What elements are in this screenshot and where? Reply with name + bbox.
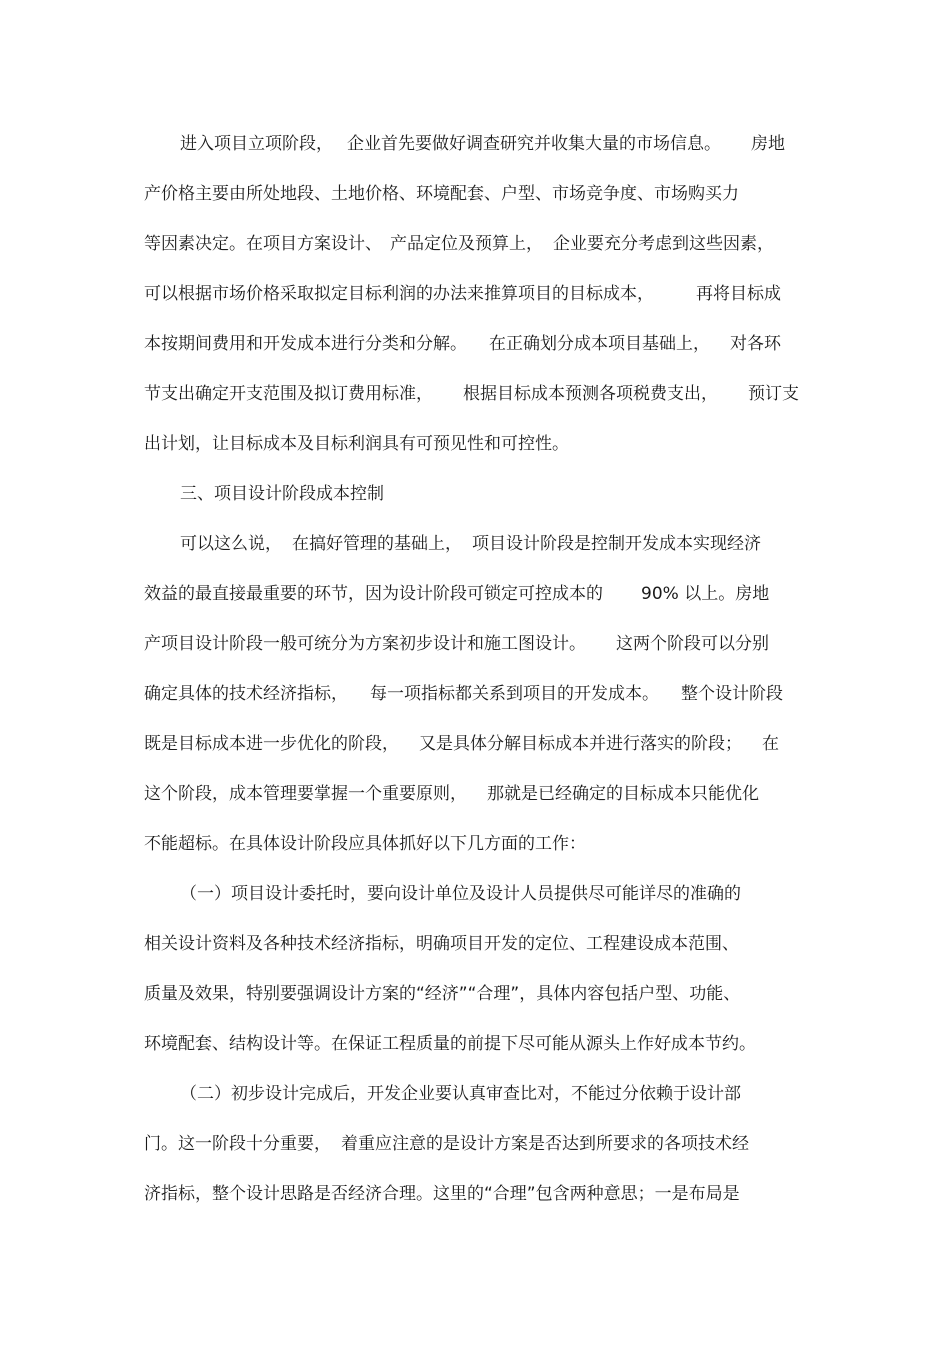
text-line: （二）初步设计完成后，开发企业要认真审查比对，不能过分依赖于设计部 (180, 1084, 741, 1104)
text-line: 本按期间费用和开发成本进行分类和分解。 在正确划分成本项目基础上， 对各环 (144, 334, 781, 354)
text-line: 门。这一阶段十分重要， 着重应注意的是设计方案是否达到所要求的各项技术经 (144, 1134, 749, 1154)
text-line: 环境配套、结构设计等。在保证工程质量的前提下尽可能从源头上作好成本节约。 (144, 1034, 756, 1054)
text-line: 可以根据市场价格采取拟定目标利润的办法来推算项目的目标成本， 再将目标成 (144, 284, 781, 304)
text-line: 确定具体的技术经济指标， 每一项指标都关系到项目的开发成本。 整个设计阶段 (144, 684, 783, 704)
text-line: 效益的最直接最重要的环节，因为设计阶段可锁定可控成本的 90% 以上。房地 (144, 584, 770, 604)
text-line: 产项目设计阶段一般可统分为方案初步设计和施工图设计。 这两个阶段可以分别 (144, 634, 769, 654)
text-line: （一）项目设计委托时，要向设计单位及设计人员提供尽可能详尽的准确的 (180, 884, 741, 904)
text-line: 相关设计资料及各种技术经济指标，明确项目开发的定位、工程建设成本范围、 (144, 934, 739, 954)
text-line: 可以这么说， 在搞好管理的基础上， 项目设计阶段是控制开发成本实现经济 (180, 534, 761, 554)
text-line: 等因素决定。在项目方案设计、 产品定位及预算上， 企业要充分考虑到这些因素， (144, 234, 774, 254)
text-line: 出计划，让目标成本及目标利润具有可预见性和可控性。 (144, 434, 569, 454)
text-line: 这个阶段，成本管理要掌握一个重要原则， 那就是已经确定的目标成本只能优化 (144, 784, 759, 804)
text-line: 不能超标。在具体设计阶段应具体抓好以下几方面的工作： (144, 834, 586, 854)
text-line: 既是目标成本进一步优化的阶段， 又是具体分解目标成本并进行落实的阶段； 在 (144, 734, 779, 754)
text-line: 质量及效果，特别要强调设计方案的“经济”“合理”，具体内容包括户型、功能、 (144, 984, 741, 1004)
section-heading: 三、项目设计阶段成本控制 (180, 484, 384, 504)
text-line: 节支出确定开支范围及拟订费用标准， 根据目标成本预测各项税费支出， 预订支 (144, 384, 799, 404)
text-line: 济指标，整个设计思路是否经济合理。这里的“合理”包含两种意思；一是布局是 (144, 1184, 740, 1204)
text-line: 产价格主要由所处地段、土地价格、环境配套、户型、市场竞争度、市场购买力 (144, 184, 739, 204)
text-line: 进入项目立项阶段， 企业首先要做好调查研究并收集大量的市场信息。 房地 (180, 134, 785, 154)
